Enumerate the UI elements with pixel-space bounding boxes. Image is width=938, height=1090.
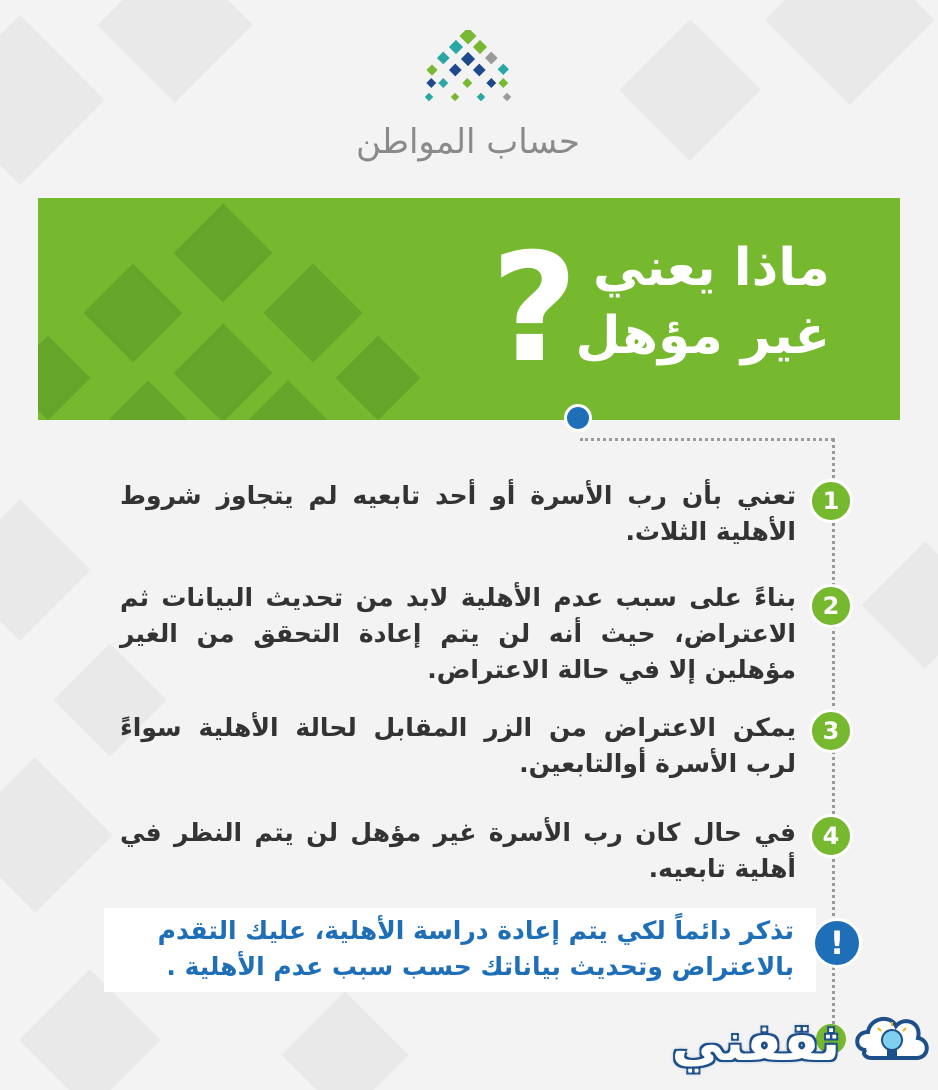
item-text-2: بناءً على سبب عدم الأهلية لابد من تحديث البيانات ثم الاعتراض، حيث أنه لن يتم إعادة التحقق من الغير مؤهلين إلا في حالة الاعتراض. <box>120 583 796 684</box>
item-text-3: يمكن الاعتراض من الزر المقابل لحالة الأهلية سواءً لرب الأسرة أوالتابعين. <box>120 713 796 778</box>
item-number-3: 3 <box>809 709 853 753</box>
logo-icon <box>418 30 518 115</box>
connector-line-horizontal <box>580 438 834 441</box>
banner-title-line1: ماذا يعني <box>592 238 830 298</box>
item-text-1: تعني بأن رب الأسرة أو أحد تابعيه لم يتجاوز شروط الأهلية الثلاث. <box>120 481 796 546</box>
item-text-4: في حال كان رب الأسرة غير مؤهل لن يتم النظر في أهلية تابعيه. <box>120 818 796 883</box>
exclamation-icon: ! <box>812 918 862 968</box>
item-number-1: 1 <box>809 479 853 523</box>
banner-title-line2: غير مؤهل <box>575 306 830 366</box>
item-number-4: 4 <box>809 814 853 858</box>
item-number-2: 2 <box>809 584 853 628</box>
lightbulb-icon <box>852 1010 932 1082</box>
watermark-text: ثقفني <box>671 1013 840 1073</box>
notice-text: تذكر دائماً لكي يتم إعادة دراسة الأهلية، عليك التقدم بالاعتراض وتحديث بياناتك حسب سبب عدم الأهلية . <box>157 916 794 981</box>
question-mark-icon: ؟ <box>491 222 579 396</box>
title-banner <box>38 198 900 420</box>
connector-dot <box>564 404 592 432</box>
brand-name: حساب المواطن <box>356 122 580 162</box>
